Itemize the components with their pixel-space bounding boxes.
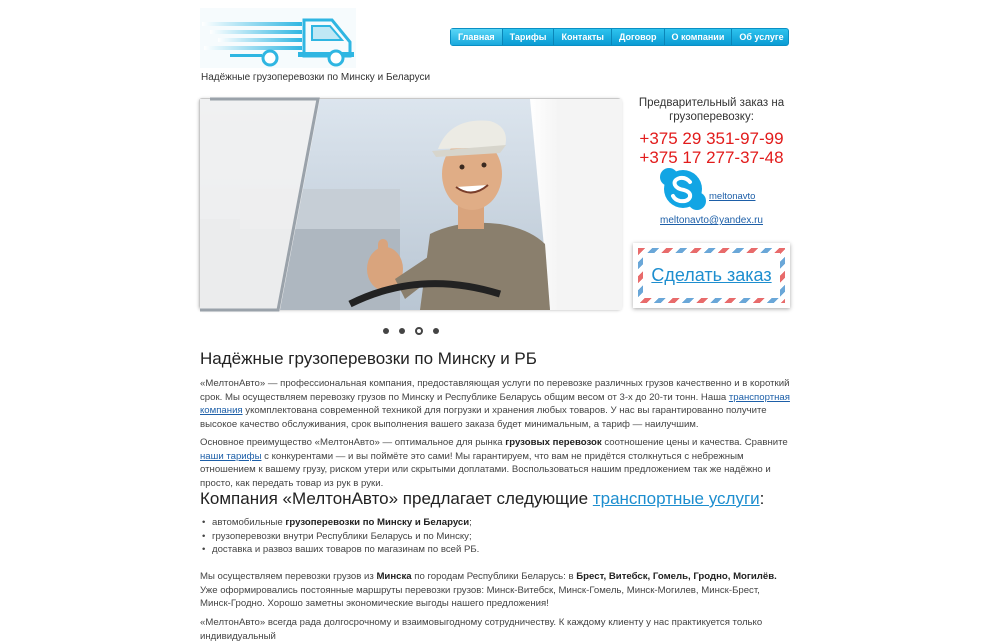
text: Основное преимущество «МелтонАвто» — оптимальное для рынка (200, 437, 506, 448)
text: Уже оформировались постоянные маршруты перевозки грузов: Минск-Витебск, Минск-Гомель, Минск-Могилев, Минск-Брест, Минск-Гродно. Хорошо заметны экономические выгоды нашего предложения! (200, 584, 760, 609)
list-item (200, 516, 479, 530)
contact-block (633, 96, 790, 167)
cooperation-paragraph: «МелтонАвто» всегда рада долгосрочному и взаимовыгодному сотрудничеству. К каждому клиенту у нас практикуется только индивидуальный (200, 617, 763, 642)
routes-paragraph (200, 570, 790, 611)
slider-dot-1[interactable] (383, 328, 389, 334)
transport-services-link[interactable]: транспортные услуги (592, 489, 760, 508)
intro-paragraph (200, 377, 790, 431)
services-heading (200, 489, 764, 509)
slider-dot-3[interactable] (415, 327, 423, 335)
bold-text: Брест, Витебск, Гомель, Гродно, Могилёв. (576, 571, 777, 582)
text: автомобильные (212, 517, 286, 528)
text: ; (469, 517, 472, 528)
bold-text: Минска (376, 571, 412, 582)
nav-item-home[interactable]: Главная (451, 29, 503, 45)
tariffs-link[interactable]: наши тарифы (200, 450, 262, 462)
pre-order-label: Предварительный заказ на грузоперевозку: (638, 97, 785, 123)
page-title: Надёжные грузоперевозки по Минску и РБ (200, 349, 537, 368)
text: с конкурентами — и вы поймёте это сами! Мы гарантируем, что вам не придётся столкнуться с небрежным отношением к вашему грузу, риском утери или скрытыми доплатами. Воспользоваться нашим предложением так же надёжно и просто, как передать товар из рук в руки. (200, 450, 771, 489)
slider-dot-2[interactable] (399, 328, 405, 334)
order-link[interactable]: Сделать заказ (651, 265, 772, 285)
text: Мы осуществляем перевозки грузов из (200, 571, 377, 582)
text: грузоперевозки внутри Республики Беларусь и по Минску; (212, 530, 472, 542)
list-item (200, 543, 479, 557)
transport-company-link[interactable]: транспортная компания (200, 391, 790, 416)
skype-icon[interactable] (659, 167, 707, 211)
phone-1[interactable]: +375 29 351-97-99 (639, 129, 784, 148)
nav-item-tariffs[interactable]: Тарифы (503, 29, 555, 45)
phone-2[interactable]: +375 17 277-37-48 (639, 148, 784, 167)
driver-photo (200, 99, 622, 310)
order-body (643, 253, 780, 298)
nav-item-service[interactable]: Об услуге (739, 32, 784, 42)
order-border (638, 248, 785, 303)
slider-dots (383, 328, 439, 335)
nav-item-contacts[interactable]: Контакты (554, 29, 611, 45)
skype-link[interactable]: meltonavto (709, 191, 756, 202)
skype-contact (659, 167, 755, 211)
slider-dot-4[interactable] (433, 328, 439, 334)
text: Компания «МелтонАвто» предлагает следующие (200, 489, 593, 508)
email-link[interactable]: meltonavto@yandex.ru (660, 215, 763, 226)
bold-text: грузовых перевозок (505, 437, 602, 448)
text: «МелтонАвто» — профессиональная компания, предоставляющая услуги по перевозке различных грузов качественно и в короткий срок. Мы осуществляем перевозку грузов по Минску и Республике Беларусь общим весом от 3-х до 20-ти тонн. Наша (200, 378, 790, 403)
main-nav (450, 28, 789, 46)
order-button[interactable] (633, 243, 790, 308)
text: укомплектована современной техникой для погрузки и хранения любых товаров. У нас вы гарантированно получите высокое качество обслуживания, срок выполнения вашего заказа будет минимальным, а тариф — наилучшим. (200, 405, 767, 430)
hero-slider[interactable] (199, 98, 621, 309)
advantage-paragraph (200, 436, 790, 490)
nav-item-about[interactable]: О компании (665, 29, 733, 45)
text: соотношение цены и качества. Сравните (601, 437, 788, 448)
site-slogan: Надёжные грузоперевозки по Минску и Беларуси (201, 72, 431, 83)
text: : (759, 489, 765, 508)
nav-item-contract[interactable]: Договор (612, 29, 665, 45)
text: по городам Республики Беларусь: в (411, 571, 577, 582)
list-item (200, 530, 479, 544)
truck-logo-icon[interactable] (200, 8, 356, 68)
bold-text: грузоперевозки по Минску и Беларуси (285, 517, 470, 528)
services-list (200, 516, 479, 557)
text: доставка и развоз ваших товаров по магазинам по всей РБ. (212, 544, 480, 555)
